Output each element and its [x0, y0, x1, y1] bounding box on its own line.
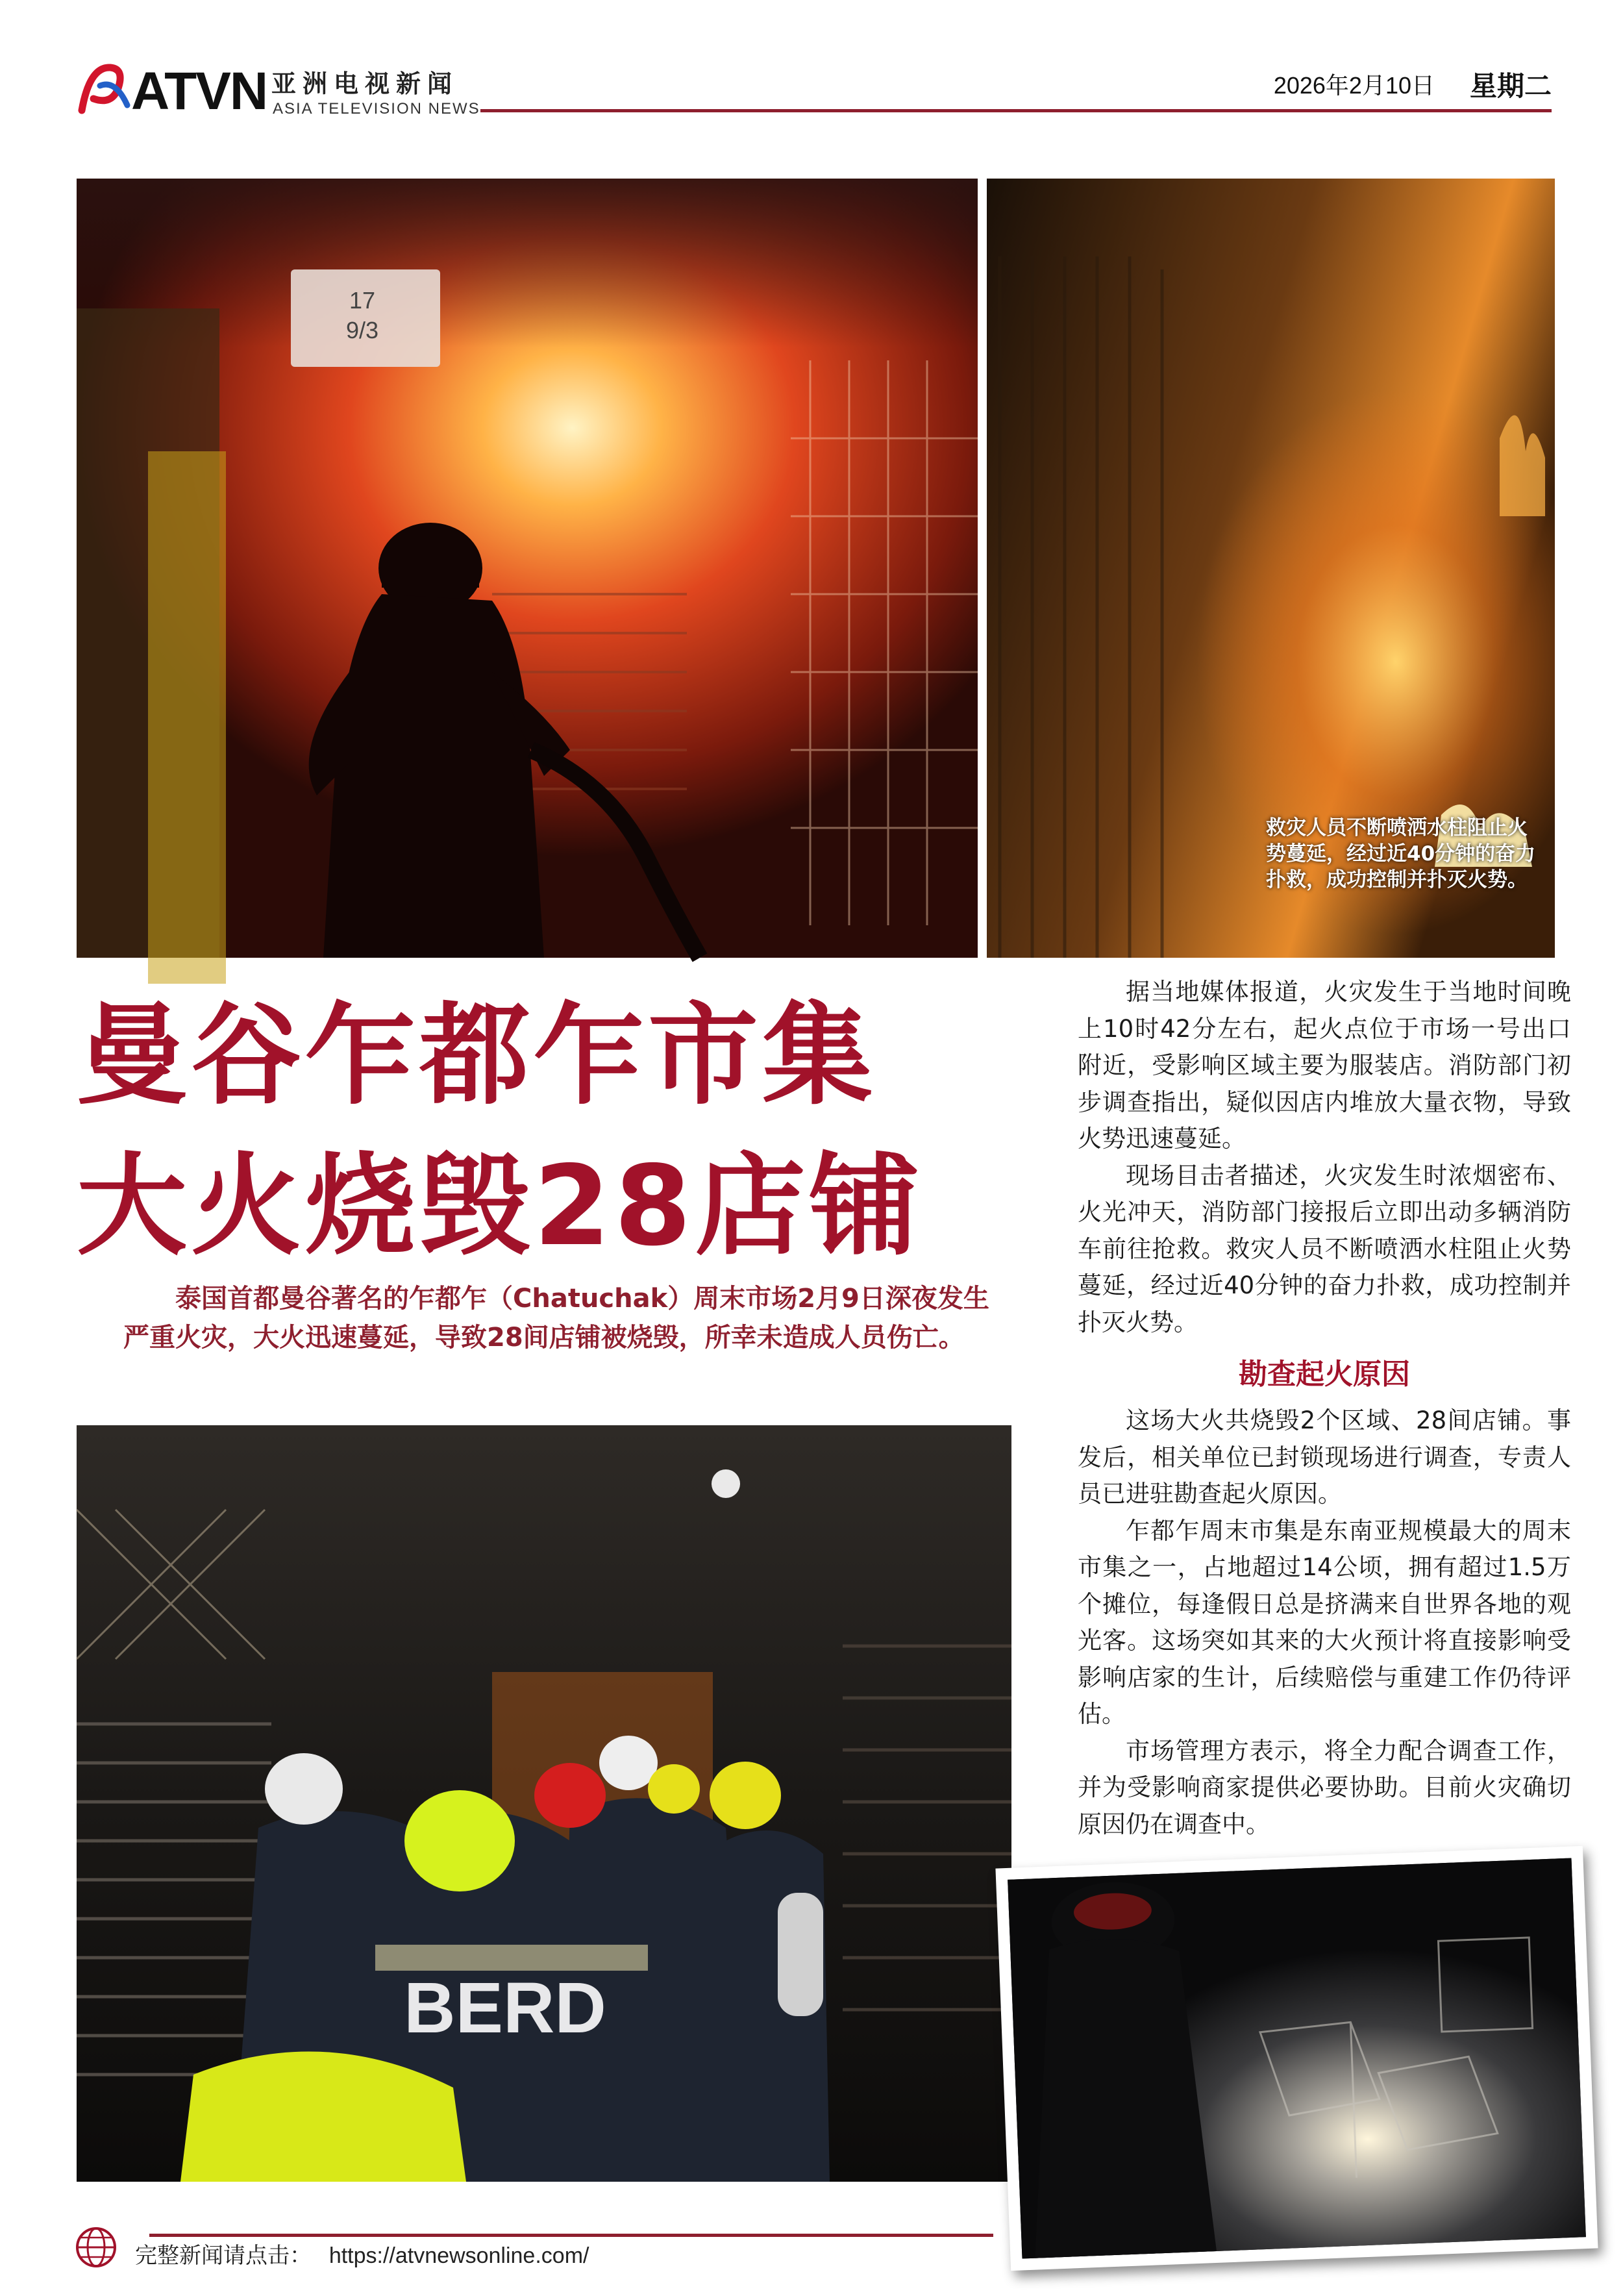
- article-paragraph: 市场管理方表示，将全力配合调查工作，并为受影响商家提供必要协助。目前火灾确切原因仍在调查中。: [1078, 1736, 1571, 1838]
- brand-name-english: ASIA TELEVISION NEWS: [273, 100, 480, 118]
- atvn-logo: [77, 60, 267, 121]
- article-column-bottom: [1078, 1403, 1571, 1843]
- issue-weekday: 星期二: [1469, 70, 1552, 102]
- brand-name-chinese: 亚洲电视新闻: [271, 69, 459, 98]
- headline-line-2: 大火烧毁28店铺: [77, 1142, 924, 1271]
- footer-url-link[interactable]: https://atvnewsonline.com/: [328, 2243, 589, 2268]
- footer-link-line: [135, 2238, 589, 2269]
- photo-burnt-interior: [1008, 1858, 1586, 2259]
- article-paragraph: 这场大火共烧毁2个区域、28间店铺。事发后，相关单位已封锁现场进行调查，专责人员已进驻勘查起火原因。: [1078, 1406, 1571, 1508]
- footer-label: 完整新闻请点击：: [135, 2243, 312, 2269]
- photo-firefighters-alley: [77, 1425, 1011, 2182]
- headline-line-1: 曼谷乍都乍市集: [77, 992, 877, 1120]
- globe-icon: [75, 2226, 118, 2269]
- header-divider: [480, 109, 1552, 112]
- section-subheading: 勘查起火原因: [1239, 1358, 1410, 1391]
- photo-burning-corridor: [987, 179, 1555, 958]
- vest-lettering: BERD: [404, 1968, 606, 2048]
- photo-caption: 救灾人员不断喷洒水柱阻止火势蔓延，经过近40分钟的奋力扑救，成功控制并扑灭火势。: [1266, 816, 1536, 892]
- article-paragraph: 据当地媒体报道，火灾发生于当地时间晚上10时42分左右，起火点位于市场一号出口附近，受影响区域主要为服装店。消防部门初步调查指出，疑似因店内堆放大量衣物，导致火势迅速蔓延。: [1078, 978, 1571, 1153]
- page-header: [0, 0, 1623, 130]
- footer-divider: [149, 2234, 993, 2237]
- photo-burnt-interior-frame: [995, 1846, 1598, 2271]
- issue-date: 2026年2月10日: [1273, 72, 1435, 99]
- lead-paragraph: 泰国首都曼谷著名的乍都乍（Chatuchak）周末市场2月9日深夜发生严重火灾，大火迅速蔓延，导致28间店铺被烧毁，所幸未造成人员伤亡。: [123, 1284, 989, 1353]
- shop-sign-text: 17 9/3: [345, 287, 379, 343]
- article-column-top: [1078, 974, 1571, 1341]
- photo-firefighter-silhouette: [77, 179, 978, 958]
- headline: [77, 980, 1037, 1282]
- article-paragraph: 现场目击者描述，火灾发生时浓烟密布、火光冲天，消防部门接报后立即出动多辆消防车前往抢救。救灾人员不断喷洒水柱阻止火势蔓延，经过近40分钟的奋力扑救，成功控制并扑灭火势。: [1078, 1161, 1571, 1336]
- logo-text: ATVN: [131, 62, 267, 121]
- article-paragraph: 乍都乍周末市集是东南亚规模最大的周末市集之一，占地超过14公顷，拥有超过1.5万个摊位，每逢假日总是挤满来自世界各地的观光客。这场突如其来的大火预计将直接影响受影响店家的生计，后续赔偿与重建工作仍待评估。: [1078, 1516, 1571, 1728]
